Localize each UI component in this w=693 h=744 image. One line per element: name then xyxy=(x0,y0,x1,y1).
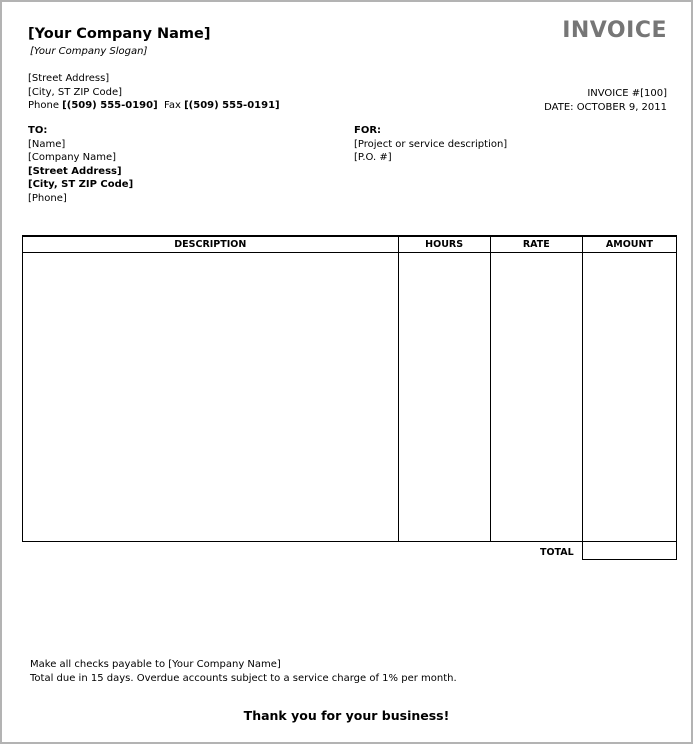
table-body-row xyxy=(23,253,677,542)
sender-city: [City, ST ZIP Code] xyxy=(28,86,123,98)
hours-cell[interactable] xyxy=(398,253,490,542)
line-items-table xyxy=(22,235,677,542)
to-city: [City, ST ZIP Code] xyxy=(28,179,134,190)
to-phone: [Phone] xyxy=(28,192,67,204)
to-street: [Street Address] xyxy=(28,165,122,177)
sender-street: [Street Address] xyxy=(28,73,110,84)
to-company: [Company Name] xyxy=(28,152,117,163)
sender-address xyxy=(28,72,280,113)
bill-to xyxy=(28,124,133,205)
description-cell[interactable] xyxy=(23,253,399,542)
bill-for xyxy=(354,124,507,165)
payment-terms xyxy=(30,658,457,685)
invoice-date: DATE: OCTOBER 9, 2011 xyxy=(544,101,667,113)
sender-contact xyxy=(28,99,280,113)
column-header-amount: AMOUNT xyxy=(582,236,676,253)
payable-note: Make all checks payable to [Your Company Name] xyxy=(30,659,281,670)
column-header-description: DESCRIPTION xyxy=(23,236,399,253)
for-po: [P.O. #] xyxy=(354,152,392,163)
company-slogan: [Your Company Slogan] xyxy=(30,46,148,57)
amount-cell[interactable] xyxy=(582,253,676,542)
for-description: [Project or service description] xyxy=(354,138,508,150)
invoice-number: INVOICE #[100] xyxy=(587,88,667,99)
total-label: TOTAL xyxy=(540,547,574,558)
thank-you-note: Thank you for your business! xyxy=(243,708,450,723)
column-header-hours: HOURS xyxy=(398,236,490,253)
column-header-rate: RATE xyxy=(490,236,582,253)
phone-label: Phone xyxy=(28,100,59,111)
fax-label: Fax xyxy=(164,100,181,111)
terms-note: Total due in 15 days. Overdue accounts subject to a service charge of 1% per month. xyxy=(30,672,457,684)
fax-number: [(509) 555-0191] xyxy=(184,100,280,111)
rate-cell[interactable] xyxy=(490,253,582,542)
company-name: [Your Company Name] xyxy=(28,26,211,42)
invoice-meta xyxy=(544,87,667,114)
for-heading: FOR: xyxy=(354,125,382,136)
to-name: [Name] xyxy=(28,138,66,150)
to-heading: TO: xyxy=(28,125,48,136)
invoice-title: INVOICE xyxy=(562,18,667,43)
table-header-row xyxy=(23,236,677,253)
phone-number: [(509) 555-0190] xyxy=(62,100,158,111)
total-value-cell[interactable] xyxy=(582,542,677,560)
